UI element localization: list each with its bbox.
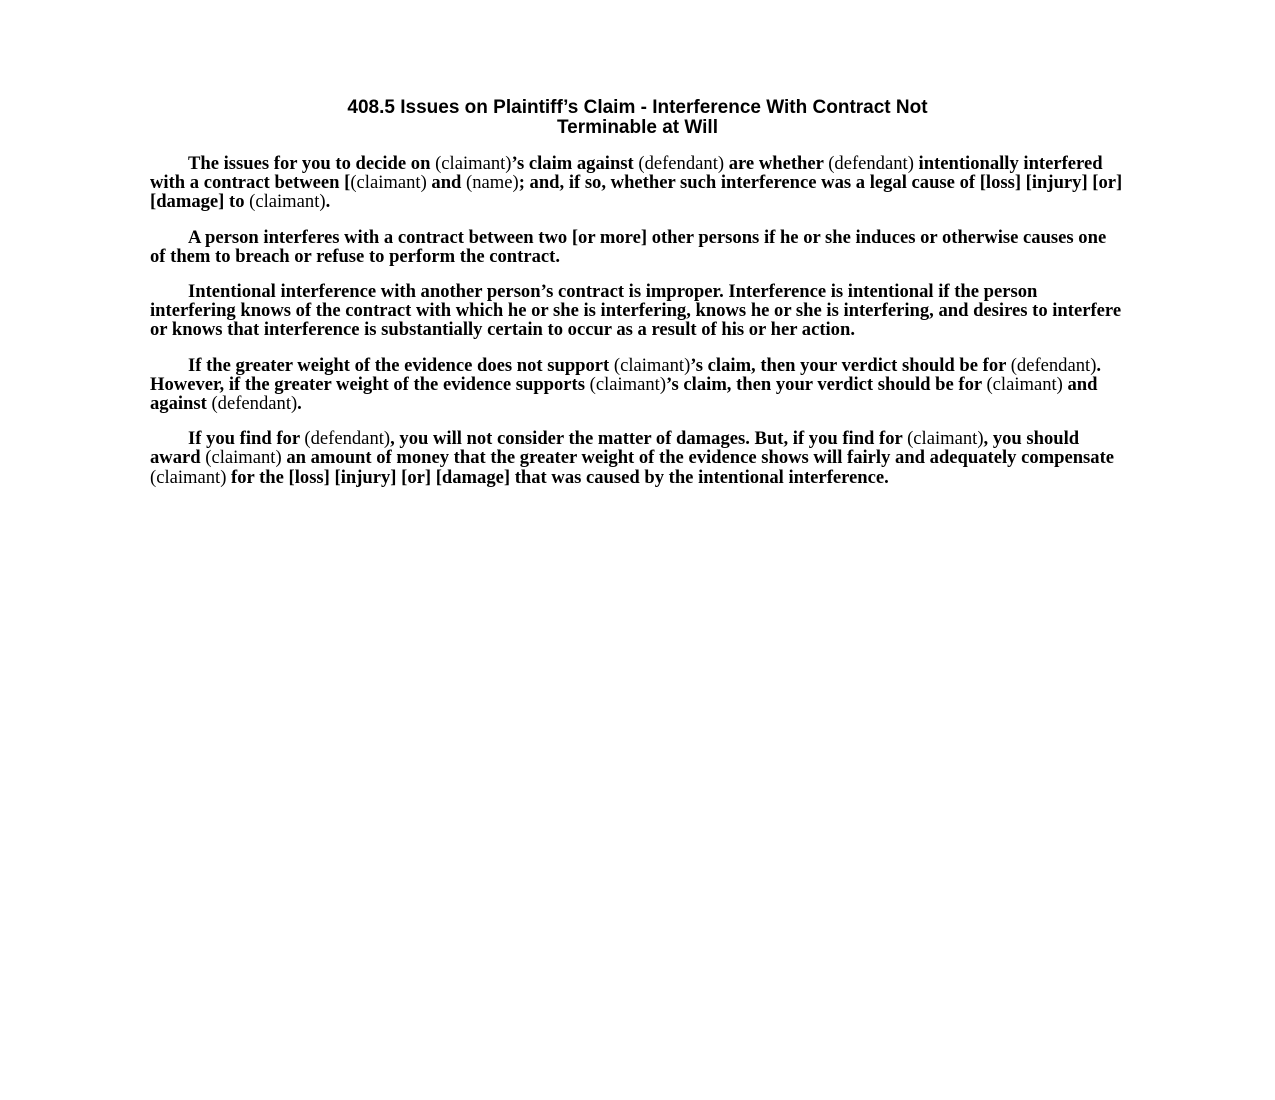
placeholder-text: (claimant)	[589, 373, 667, 395]
placeholder-text: (claimant)	[249, 191, 326, 213]
placeholder-text: (defendant)	[304, 428, 391, 450]
paragraph-text: ’s claim against	[511, 153, 639, 174]
paragraph-text: intentionally interfered with a contract between [	[150, 153, 1103, 194]
paragraph-text: .	[297, 393, 302, 415]
placeholder-text: (claimant)	[205, 447, 282, 469]
paragraph-text: an amount of money that the greater weight of the evidence shows will fairly and adequately compensate	[281, 447, 1115, 469]
paragraph-text: , you will not consider the matter of damages. But, if you find for	[390, 428, 908, 450]
body-paragraph	[150, 282, 1125, 340]
placeholder-text: (claimant)	[907, 428, 984, 450]
paragraph-text: Intentional interference with another person’s contract is improper. Interference is intentional if the person interfering knows of the contract with which he or she is interfering, knows he or she is interfering, and desires to interfere or knows that interference is substantially certain to occur as a result of his or her action.	[150, 281, 1122, 341]
paragraph-text: ’s claim, then your verdict should be for	[666, 373, 987, 395]
placeholder-text: (claimant)	[150, 466, 227, 488]
placeholder-text: (defendant)	[1010, 354, 1097, 376]
placeholder-text: (defendant)	[828, 153, 914, 174]
body-paragraph	[150, 154, 1125, 212]
paragraph-text: are whether	[724, 153, 829, 174]
placeholder-text: (name)	[466, 172, 519, 194]
paragraph-text: , you should award	[150, 428, 1080, 469]
placeholder-text: (defendant)	[638, 153, 725, 174]
document-page	[150, 98, 1125, 503]
body-paragraph	[150, 429, 1125, 487]
document-title	[150, 98, 1125, 138]
body-paragraph	[150, 228, 1125, 266]
paragraph-text: A person interferes with a contract between two [or more] other persons if he or she induces or otherwise causes one of them to breach or refuse to perform the contract.	[150, 226, 1107, 267]
paragraph-text: ; and, if so, whether such interference was a legal cause of [loss] [injury] [or] [damage] to	[150, 172, 1123, 213]
paragraph-text: If the greater weight of the evidence does not support	[188, 354, 614, 376]
placeholder-text: (claimant)	[986, 373, 1063, 395]
placeholder-text: (claimant)	[613, 354, 691, 376]
placeholder-text: (claimant)	[350, 172, 427, 194]
document-body	[150, 154, 1125, 487]
paragraph-text: and against	[150, 373, 1098, 415]
paragraph-text: If you find for	[188, 428, 305, 450]
placeholder-text: (claimant)	[435, 153, 512, 174]
placeholder-text: (defendant)	[211, 393, 298, 415]
paragraph-text: and	[426, 172, 467, 194]
paragraph-text: for the [loss] [injury] [or] [damage] that was caused by the intentional interference.	[226, 466, 889, 488]
paragraph-text: . However, if the greater weight of the evidence supports	[150, 354, 1102, 395]
body-paragraph	[150, 356, 1125, 414]
paragraph-text: ’s claim, then your verdict should be for	[690, 354, 1011, 376]
title-line-2: Terminable at Will	[556, 117, 718, 138]
title-line-1: 408.5 Issues on Plaintiff’s Claim - Interference With Contract Not	[347, 97, 928, 118]
paragraph-text: .	[325, 191, 331, 213]
paragraph-text: The issues for you to decide on	[188, 153, 436, 174]
